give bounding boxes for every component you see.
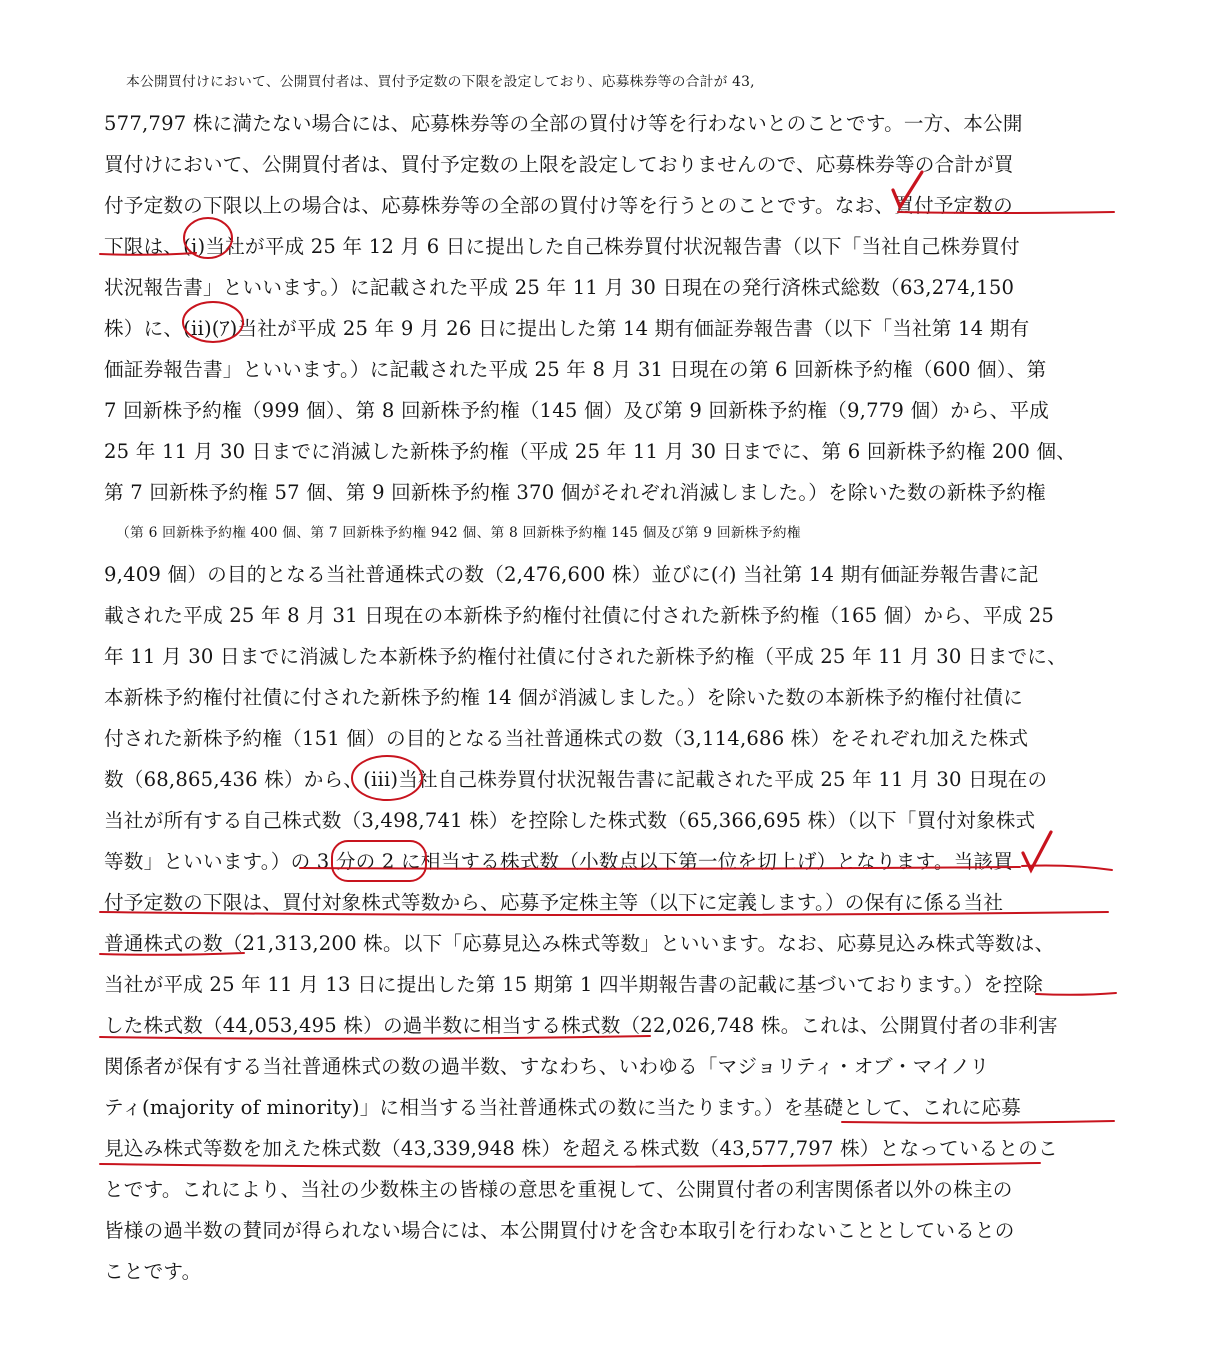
text-line: 状況報告書」といいます。）に記載された平成 25 年 11 月 30 日現在の発行済株式総数（63,274,150 — [104, 276, 1015, 299]
text-line: 関係者が保有する当社普通株式の数の過半数、すなわち、いわゆる「マジョリティ・オブ・マイノリ — [104, 1055, 990, 1078]
text-line: 普通株式の数（21,313,200 株。以下「応募見込み株式等数」といいます。なお、応募見込み株式等数は、 — [104, 932, 1055, 955]
text-line: 皆様の過半数の賛同が得られない場合には、本公開買付けを含む本取引を行わないこととしているとの — [104, 1219, 1015, 1242]
text-line: 価証券報告書」といいます。）に記載された平成 25 年 8 月 31 日現在の第 6 回新株予約権（600 個）、第 — [104, 358, 1047, 381]
text-line: 見込み株式等数を加えた株式数（43,339,948 株）を超える株式数（43,577,797 株）となっているとのこ — [104, 1137, 1058, 1160]
text-line: した株式数（44,053,495 株）の過半数に相当する株式数（22,026,748 株。これは、公開買付者の非利害 — [104, 1014, 1058, 1037]
text-line: 年 11 月 30 日までに消滅した本新株予約権付社債に付された新株予約権（平成 25 年 11 月 30 日までに、 — [104, 645, 1067, 668]
text-line: 25 年 11 月 30 日までに消滅した新株予約権（平成 25 年 11 月 30 日までに、第 6 回新株予約権 200 個、 — [104, 440, 1077, 463]
text-line: 載された平成 25 年 8 月 31 日現在の本新株予約権付社債に付された新株予約権（165 個）から、平成 25 — [104, 604, 1055, 627]
text-line: ティ(majority of minority)」に相当する当社普通株式の数に当たります。）を基礎として、これに応募 — [104, 1096, 1021, 1119]
text-line: 株）に、(ii)(ｱ)当社が平成 25 年 9 月 26 日に提出した第 14 期有価証券報告書（以下「当社第 14 期有 — [104, 317, 1030, 340]
text-line: 付予定数の下限は、買付対象株式等数から、応募予定株主等（以下に定義します。）の保有に係る当社 — [104, 891, 1004, 914]
text-line: 当社が平成 25 年 11 月 13 日に提出した第 15 期第 1 四半期報告書の記載に基づいております。）を控除 — [104, 973, 1043, 996]
text-line: とです。これにより、当社の少数株主の皆様の意思を重視して、公開買付者の利害関係者以外の株主の — [104, 1178, 1013, 1201]
text-line: 付された新株予約権（151 個）の目的となる当社普通株式の数（3,114,686 株）をそれぞれ加えた株式 — [104, 727, 1029, 750]
text-line: 7 回新株予約権（999 個）、第 8 回新株予約権（145 個）及び第 9 回新株予約権（9,779 個）から、平成 — [104, 399, 1050, 422]
text-line: 等数」といいます。）の 3 分の 2 に相当する株式数（小数点以下第一位を切上げ）となります。当該買 — [104, 850, 1014, 873]
text-line: 9,409 個）の目的となる当社普通株式の数（2,476,600 株）並びに(ｲ) 当社第 14 期有価証券報告書に記 — [104, 563, 1039, 586]
text-line: 付予定数の下限以上の場合は、応募株券等の全部の買付け等を行うとのことです。なお、買付予定数の — [104, 194, 1013, 217]
text-line: ことです。 — [104, 1260, 202, 1283]
text-line: 第 7 回新株予約権 57 個、第 9 回新株予約権 370 個がそれぞれ消滅しました。）を除いた数の新株予約権 — [104, 481, 1046, 504]
text-line: 本新株予約権付社債に付された新株予約権 14 個が消滅しました。）を除いた数の本新株予約権付社債に — [104, 686, 1024, 709]
text-line: 数（68,865,436 株）から、(iii)当社自己株券買付状況報告書に記載された平成 25 年 11 月 30 日現在の — [104, 768, 1048, 791]
text-line: 当社が所有する自己株式数（3,498,741 株）を控除した株式数（65,366,695 株）（以下「買付対象株式 — [104, 809, 1036, 832]
text-line: （第 6 回新株予約権 400 個、第 7 回新株予約権 942 個、第 8 回新株予約権 145 個及び第 9 回新株予約権 — [116, 525, 801, 541]
document-body — [104, 62, 1114, 1292]
text-line: 577,797 株に満たない場合には、応募株券等の全部の買付け等を行わないとのことです。一方、本公開 — [104, 112, 1023, 135]
text-line: 買付けにおいて、公開買付者は、買付予定数の上限を設定しておりませんので、応募株券等の合計が買 — [104, 153, 1014, 176]
text-line: 本公開買付けにおいて、公開買付者は、買付予定数の下限を設定しており、応募株券等の合計が 43, — [126, 74, 755, 90]
text-line: 下限は、(i)当社が平成 25 年 12 月 6 日に提出した自己株券買付状況報告書（以下「当社自己株券買付 — [104, 235, 1020, 258]
